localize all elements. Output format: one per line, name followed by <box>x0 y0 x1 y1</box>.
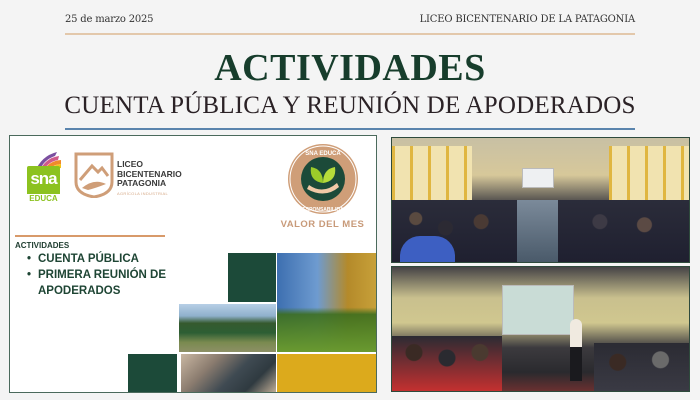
parents-meeting-photo <box>391 266 690 392</box>
projection-screen <box>502 285 574 335</box>
activities-divider <box>15 235 165 237</box>
svg-text:SNA EDUCA: SNA EDUCA <box>305 151 341 157</box>
page-title: ACTIVIDADES <box>214 47 486 89</box>
activity-item: • PRIMERA REUNIÓN DE <box>27 267 166 283</box>
liceo-shield-icon <box>74 152 114 198</box>
svg-text:RESPONSABILIDAD: RESPONSABILIDAD <box>298 207 348 213</box>
subtitle-divider <box>65 128 635 130</box>
valor-del-mes-label: VALOR DEL MES <box>280 219 365 230</box>
date-text: 25 de marzo 2025 <box>65 14 154 25</box>
green-block-top <box>228 253 276 302</box>
projection-screen <box>522 168 554 188</box>
header-divider <box>65 33 635 35</box>
header-bar <box>65 14 635 30</box>
presenter <box>570 319 582 381</box>
sna-logo-subtext: EDUCA <box>27 194 60 205</box>
activities-list <box>27 251 166 299</box>
liceo-logo-text: LICEO BICENTENARIO PATAGONIA AGRÍCOLA INDUSTRIAL <box>117 159 182 196</box>
activities-heading: ACTIVIDADES <box>15 241 70 250</box>
activity-flyer <box>9 135 377 393</box>
gold-block <box>277 354 377 393</box>
page-subtitle: CUENTA PÚBLICA Y REUNIÓN DE APODERADOS <box>64 92 636 119</box>
sna-logo-text: sna <box>30 169 57 188</box>
student-working-photo <box>181 354 276 393</box>
responsabilidad-badge-icon <box>287 143 359 215</box>
assembly-hall-photo <box>391 137 690 263</box>
green-block-bottom <box>128 354 177 393</box>
campus-trees-photo <box>179 304 276 352</box>
school-name: LICEO BICENTENARIO DE LA PATAGONIA <box>419 14 635 25</box>
linework-students-photo <box>277 253 377 352</box>
activity-item: • CUENTA PÚBLICA <box>27 251 166 267</box>
sna-educa-logo <box>27 152 61 206</box>
activity-item-continuation: APODERADOS <box>38 285 121 297</box>
